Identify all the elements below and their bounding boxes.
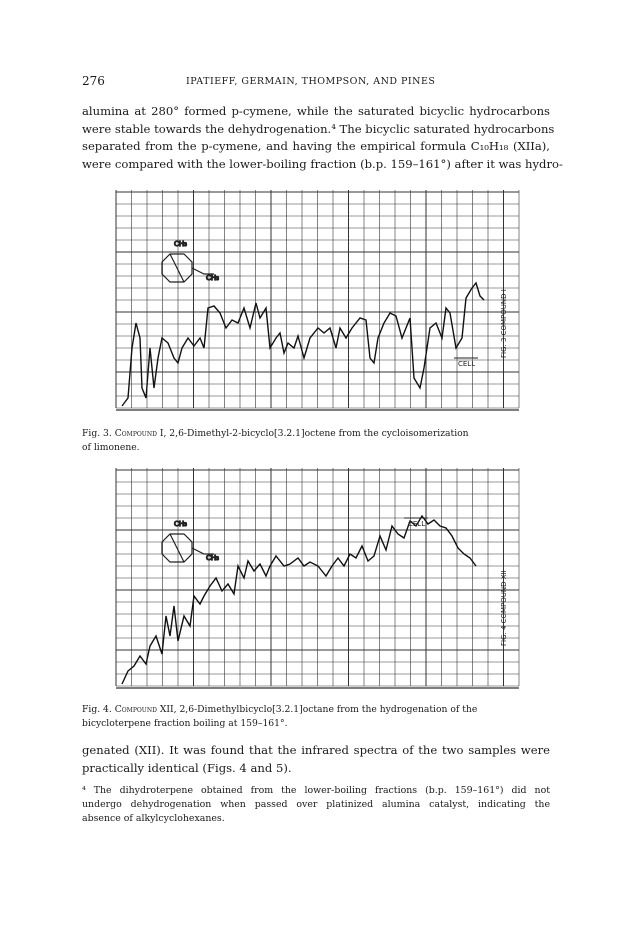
svg-text:CH₃: CH₃: [206, 554, 219, 562]
paragraph-line: separated from the p-cymene, and having the empirical formula C₁₀H₁₈ (XIIa),: [82, 139, 550, 153]
footnote-line: undergo dehydrogenation when passed over platinized alumina catalyst, indicating the: [82, 799, 550, 810]
footnote: [82, 784, 550, 826]
figure-4-caption-line2: bicycloterpene fraction boiling at 159–161°.: [82, 718, 288, 729]
figure-4-inset-label: CELL: [408, 520, 426, 528]
figure-3-inset-label: CELL: [458, 360, 476, 368]
paragraph-line: were compared with the lower-boiling fraction (b.p. 159–161°) after it was hydro-: [82, 156, 563, 171]
figure-4-caption-compound: Compound: [114, 704, 157, 715]
figure-3-caption-text: I, 2,6-Dimethyl-2-bicyclo[3.2.1]octene from the cycloisomerization: [156, 428, 469, 439]
figure-3-caption-label: Fig. 3.: [82, 428, 112, 439]
figure-3-side-label: FIG. 3 COMPOUND I: [500, 289, 508, 358]
svg-text:CH₃: CH₃: [206, 274, 219, 282]
figure-3-chart: [108, 188, 528, 420]
figure-3-caption: [82, 427, 550, 455]
paragraph-line: practically identical (Figs. 4 and 5).: [82, 760, 292, 775]
figure-4-absorbance-trace: [122, 516, 476, 684]
page-number: 276: [82, 74, 105, 88]
figure-4-side-label: FIG. 4 COMPOUND XII: [500, 570, 508, 646]
figure-4-caption-label: Fig. 4.: [82, 704, 112, 715]
figure-4-chart: [108, 466, 528, 698]
footnote-line: absence of alkylcyclohexanes.: [82, 813, 225, 824]
svg-text:CH₃: CH₃: [174, 520, 187, 528]
figure-4-caption-text: XII, 2,6-Dimethylbicyclo[3.2.1]octane from the hydrogenation of the: [156, 704, 478, 715]
figure-4-grid: [116, 468, 519, 688]
figure-3-caption-compound: Compound: [114, 428, 157, 439]
figure-3-absorbance-trace: [122, 283, 484, 406]
paragraph-top: [82, 103, 563, 173]
figure-4-spectrum: [108, 466, 528, 698]
figure-3-inset: [454, 358, 478, 368]
figure-4-caption: [82, 703, 550, 731]
figure-3-grid: [116, 190, 519, 410]
figure-3-caption-line2: of limonene.: [82, 442, 140, 453]
paragraph-line: were stable towards the dehydrogenation.⁴ The bicyclic saturated hydrocarbons: [82, 121, 555, 136]
figure-4-structure: [162, 520, 219, 562]
paragraph-line: alumina at 280° formed p-cymene, while the saturated bicyclic hydrocarbons: [82, 104, 550, 118]
svg-text:CH₃: CH₃: [174, 240, 187, 248]
running-head: IPATIEFF, GERMAIN, THOMPSON, AND PINES: [186, 76, 436, 87]
footnote-line: ⁴ The dihydroterpene obtained from the lower-boiling fractions (b.p. 159–161°) did not: [82, 785, 550, 796]
paragraph-line: genated (XII). It was found that the infrared spectra of the two samples were: [82, 743, 550, 757]
paragraph-bottom: [82, 742, 550, 777]
figure-3-spectrum: [108, 188, 528, 420]
figure-4-inset: [404, 518, 428, 528]
